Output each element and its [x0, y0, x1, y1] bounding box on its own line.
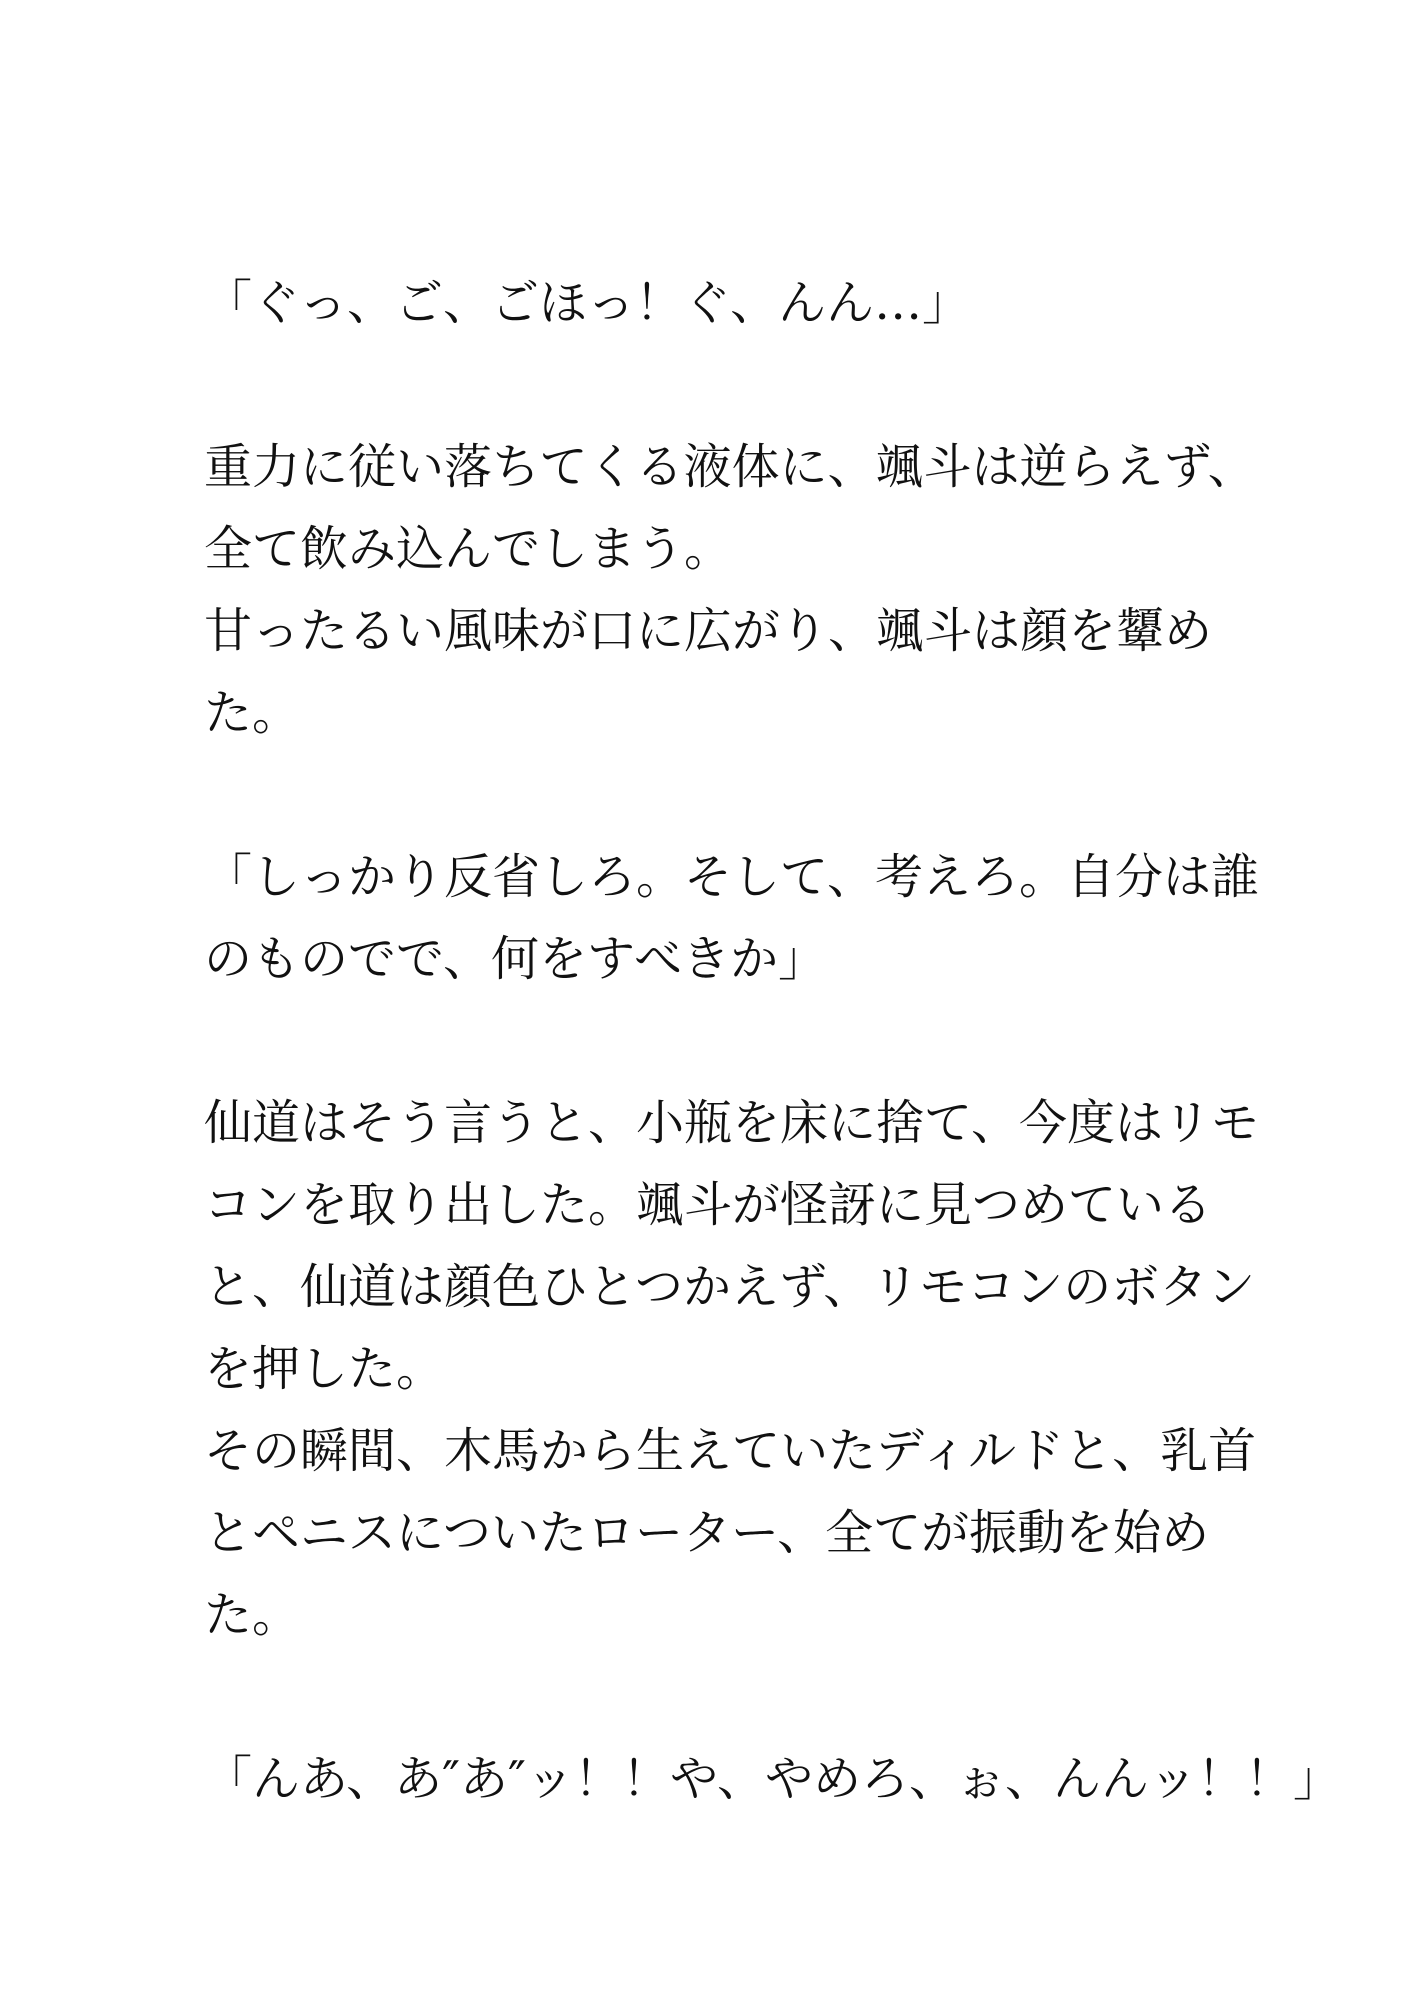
text-line: 仙道はそう言うと、小瓶を床に捨て、今度はリモ: [204, 1095, 1260, 1151]
text-line: その瞬間、木馬から生えていたディルドと、乳首: [204, 1423, 1257, 1479]
text-line: と、仙道は顔色ひとつかえず、リモコンのボタン: [204, 1259, 1256, 1315]
text-line: 「しっかり反省しろ。そして、考えろ。自分は誰: [204, 849, 1260, 905]
text-line: とペニスについたローター、全てが振動を始め: [204, 1505, 1210, 1561]
text-line: のものでで、何をすべきか」: [204, 931, 827, 987]
text-line: 「んあ、あ″あ″ッ！！や、やめろ、ぉ、んんッ！！」: [204, 1751, 1341, 1807]
text-line: 全て飲み込んでしまう。: [204, 521, 733, 577]
blank-line: [204, 1656, 1214, 1738]
text-line: コンを取り出した。颯斗が怪訝に見つめている: [204, 1177, 1213, 1233]
blank-line: [204, 754, 1214, 836]
text-line: 「ぐっ、ご、ごほっ！ぐ、んん…」: [204, 275, 971, 331]
text-line: 甘ったるい風味が口に広がり、颯斗は顔を顰め: [204, 603, 1213, 659]
text-line: 重力に従い落ちてくる液体に、颯斗は逆らえず、: [204, 439, 1256, 495]
blank-line: [204, 344, 1214, 426]
blank-line: [204, 1000, 1214, 1082]
text-line: た。: [204, 1587, 301, 1643]
text-line: た。: [204, 685, 301, 741]
text-line: を押した。: [204, 1341, 445, 1397]
body-text: [204, 262, 1341, 1820]
